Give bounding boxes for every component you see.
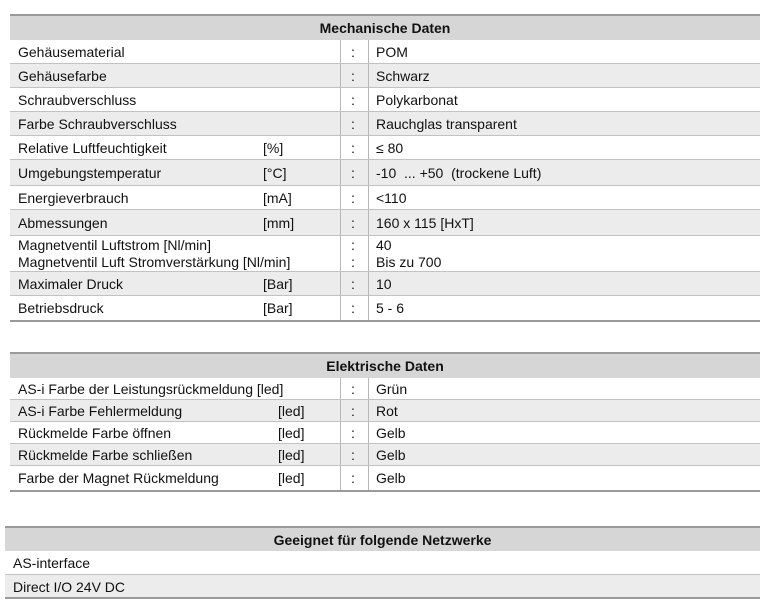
column-divider <box>368 400 369 421</box>
table-row <box>10 186 760 210</box>
column-divider <box>340 272 341 295</box>
column-divider <box>340 422 341 443</box>
column-divider <box>368 136 369 159</box>
table-row <box>10 236 760 272</box>
table-row <box>10 210 760 236</box>
row-unit: [mA] <box>263 190 292 206</box>
mechanical-data-table <box>10 14 760 322</box>
row-label: AS-i Farbe der Leistungsrückmeldung [led] <box>18 381 284 397</box>
row-unit: [Bar] <box>263 276 293 292</box>
row-value: Rauchglas transparent <box>376 116 517 132</box>
column-divider <box>340 400 341 421</box>
row-colon: : <box>351 190 355 206</box>
column-divider <box>340 40 341 63</box>
table-row <box>10 88 760 112</box>
column-divider <box>340 210 341 235</box>
row-colon: : <box>351 403 355 419</box>
column-divider <box>368 422 369 443</box>
row-colon: : <box>351 44 355 60</box>
network-name: AS-interface <box>13 555 91 571</box>
row-label: Relative Luftfeuchtigkeit <box>18 140 167 156</box>
row-colon: : <box>351 447 355 463</box>
row-label: Farbe der Magnet Rückmeldung <box>18 470 219 486</box>
table-row <box>10 64 760 88</box>
row-label: Schraubverschluss <box>18 92 137 108</box>
table-row <box>10 400 760 422</box>
row-value: Gelb <box>376 470 406 486</box>
row-colon: : <box>351 470 355 486</box>
row-value: POM <box>376 44 408 60</box>
row-label: Farbe Schraubverschluss <box>18 116 177 132</box>
column-divider <box>340 160 341 185</box>
column-divider <box>368 272 369 295</box>
column-divider <box>340 444 341 465</box>
row-label: Gehäusematerial <box>18 44 125 60</box>
row-colon: : <box>351 92 355 108</box>
row-label: Energieverbrauch <box>18 190 129 206</box>
row-colon: : <box>351 381 355 397</box>
column-divider <box>340 378 341 399</box>
row-label: Umgebungstemperatur <box>18 165 162 181</box>
row-colon: : <box>351 165 355 181</box>
row-value-secondary: Bis zu 700 <box>376 254 442 270</box>
column-divider <box>340 64 341 87</box>
row-value: -10 ... +50 (trockene Luft) <box>376 165 542 181</box>
row-value: 5 - 6 <box>376 300 405 316</box>
column-divider <box>340 112 341 135</box>
electrical-data-header: Elektrische Daten <box>10 352 760 378</box>
table-row <box>10 296 760 322</box>
row-colon: : <box>351 300 355 316</box>
column-divider <box>340 466 341 490</box>
row-value: 40 <box>376 237 392 253</box>
row-value: Schwarz <box>376 68 430 84</box>
row-value: Gelb <box>376 425 406 441</box>
row-value: Gelb <box>376 447 406 463</box>
row-unit: [led] <box>278 403 305 419</box>
table-row <box>10 160 760 186</box>
row-unit: [led] <box>278 470 305 486</box>
row-unit: [led] <box>278 425 305 441</box>
row-label: AS-i Farbe Fehlermeldung <box>18 403 183 419</box>
row-value: 10 <box>376 276 392 292</box>
row-colon: : <box>351 425 355 441</box>
table-row <box>10 466 760 492</box>
column-divider <box>368 444 369 465</box>
column-divider <box>368 186 369 209</box>
mechanical-data-header: Mechanische Daten <box>10 14 760 40</box>
column-divider <box>340 186 341 209</box>
table-row <box>10 136 760 160</box>
electrical-data-table <box>10 352 760 492</box>
networks-table <box>5 526 760 599</box>
row-colon: : <box>351 116 355 132</box>
table-row <box>10 378 760 400</box>
column-divider <box>368 466 369 490</box>
row-colon: : <box>351 254 355 270</box>
row-label: Gehäusefarbe <box>18 68 107 84</box>
column-divider <box>340 236 341 271</box>
table-row <box>10 40 760 64</box>
row-colon: : <box>351 237 355 253</box>
column-divider <box>340 88 341 111</box>
column-divider <box>368 210 369 235</box>
network-name: Direct I/O 24V DC <box>13 579 126 595</box>
row-label: Betriebsdruck <box>18 300 104 316</box>
column-divider <box>368 296 369 320</box>
row-label: Rückmelde Farbe öffnen <box>18 425 172 441</box>
column-divider <box>340 136 341 159</box>
table-row <box>10 422 760 444</box>
row-value: ≤ 80 <box>376 140 404 156</box>
list-item <box>5 551 760 575</box>
row-label: Abmessungen <box>18 215 108 231</box>
row-unit: [%] <box>263 140 284 156</box>
row-unit: [Bar] <box>263 300 293 316</box>
row-value: 160 x 115 [HxT] <box>376 215 474 231</box>
row-label: Rückmelde Farbe schließen <box>18 447 193 463</box>
row-unit: [led] <box>278 447 305 463</box>
column-divider <box>368 378 369 399</box>
row-label-secondary: Magnetventil Luft Stromverstärkung [Nl/min] <box>18 254 291 270</box>
row-value: <110 <box>376 190 407 206</box>
column-divider <box>368 88 369 111</box>
row-colon: : <box>351 68 355 84</box>
column-divider <box>368 64 369 87</box>
row-label: Maximaler Druck <box>18 276 124 292</box>
list-item <box>5 575 760 599</box>
column-divider <box>340 296 341 320</box>
column-divider <box>368 112 369 135</box>
row-label: Magnetventil Luftstrom [Nl/min] <box>18 237 211 253</box>
row-colon: : <box>351 140 355 156</box>
column-divider <box>368 160 369 185</box>
row-unit: [°C] <box>263 165 287 181</box>
row-colon: : <box>351 215 355 231</box>
row-value: Rot <box>376 403 398 419</box>
row-value: Grün <box>376 381 408 397</box>
column-divider <box>368 236 369 271</box>
table-row <box>10 272 760 296</box>
row-colon: : <box>351 276 355 292</box>
column-divider <box>368 40 369 63</box>
table-row <box>10 444 760 466</box>
table-row <box>10 112 760 136</box>
row-unit: [mm] <box>263 215 295 231</box>
row-value: Polykarbonat <box>376 92 458 108</box>
networks-header: Geeignet für folgende Netzwerke <box>5 526 760 551</box>
